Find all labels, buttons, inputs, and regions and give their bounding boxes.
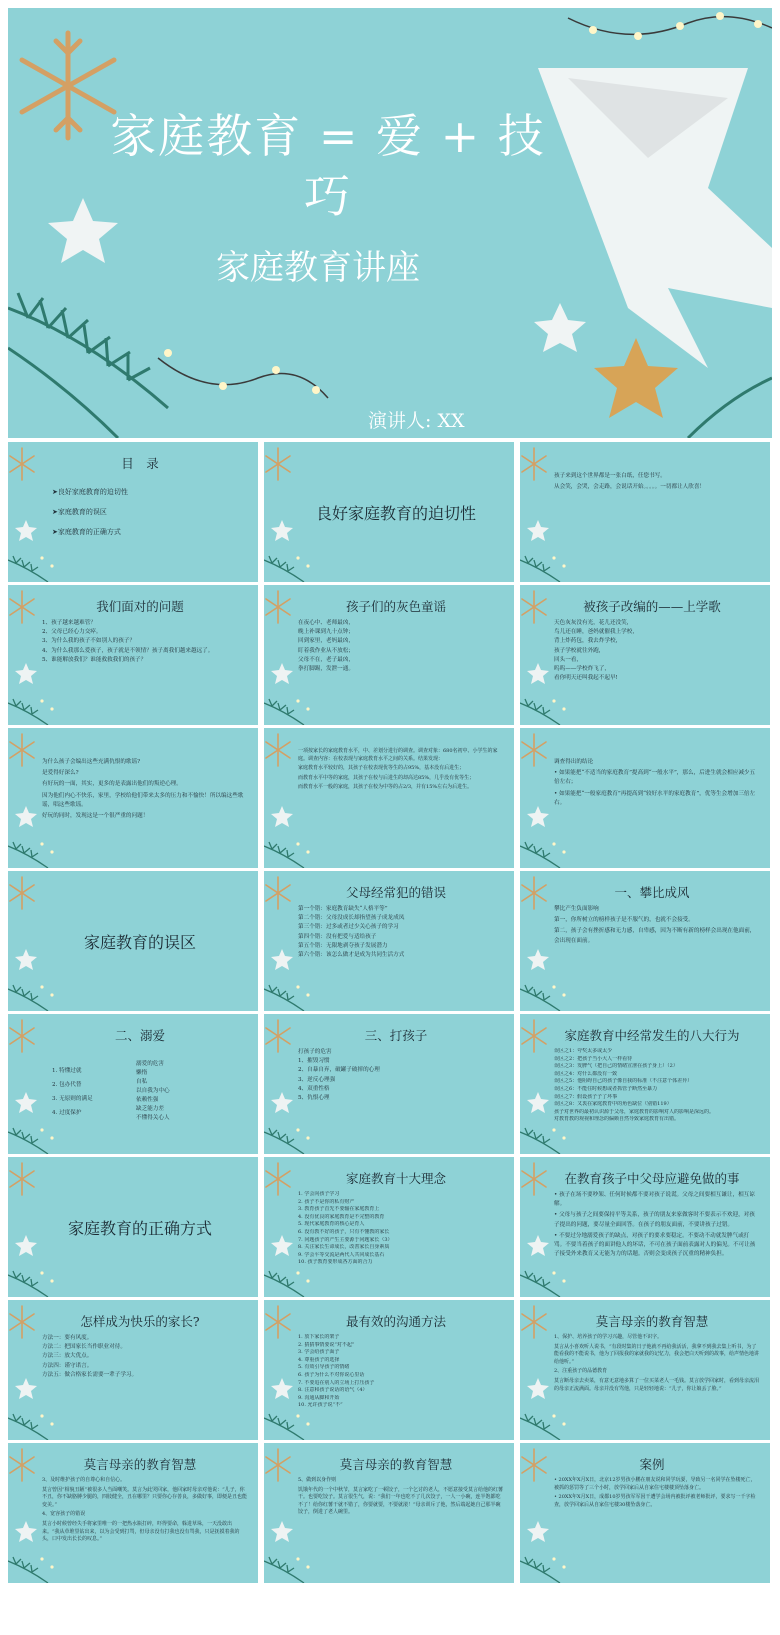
cover-presenter: 演讲人: XX: [368, 410, 465, 432]
slide-line: 2、自暴自弃，破罐子破摔的心理: [298, 1067, 380, 1074]
slide-line: 2. 猜猜事情要说“对不起”: [298, 1341, 355, 1348]
slide-title: 家庭教育十大理念: [345, 1171, 446, 1186]
slide-line: 方法五：做合格家长需要一辈子学习。: [42, 1371, 138, 1378]
slide-line: 5. 现代家庭教育的核心是育人: [298, 1221, 365, 1228]
slide-paragraph: 莫言小时候曾经失手将家里唯一的一把热水瓶打碎，吓得要命，躲进草垛，一天没敢出来。“我从草堆里钻出来，以为会受到打骂，但母亲没有打我也没有骂我，只是抚摸着我的头，口中发出长长的叹息。”: [42, 1520, 240, 1543]
slide-title: 案例: [639, 1457, 665, 1472]
slide-thumbnail[interactable]: [520, 1014, 770, 1154]
slide-line: 天色灰灰没有光，花儿还没笑，: [554, 620, 633, 626]
slide-decoration: [520, 442, 770, 582]
slide-line: 6. 没有教不好的孩子，只有不懂教的家长: [298, 1228, 390, 1235]
slide-paragraph: 3、及时维护孩子的自尊心和自信心。: [42, 1477, 126, 1483]
slide-line: 鸟儿还在睡，爸妈就催我上学校，: [554, 629, 638, 636]
slide-title: 莫言母亲的教育智慧: [595, 1314, 709, 1329]
slide-paragraph: • 如果能把“一般家庭教育”再提高到“较好水平的家庭教育”，优等生会增加三倍左右。: [554, 790, 756, 806]
slide-line: 盯着我作业从不放松；: [298, 647, 354, 654]
slide-thumbnail[interactable]: [264, 585, 514, 725]
slide-toc: [42, 482, 248, 542]
slide-body: [554, 905, 760, 948]
slide-paragraph: • 父母与孩子之间要保持平等关系，孩子的朋友来家做客时不要表示不欢迎，对孩子提出的问题，要尽量全面回答。在孩子的朋友面前，不要讲孩子过错。: [554, 1212, 755, 1228]
slide-thumbnail[interactable]: [8, 1157, 258, 1297]
slide-line: 3、为什么我的孩子不如别人的孩子？: [42, 638, 136, 645]
slide-line: 1. 学会向孩子学习: [298, 1191, 340, 1197]
slide-title: 一、攀比成风: [614, 885, 690, 900]
slide-body: [42, 619, 248, 665]
slide-line: 方法四：谨守诺言。: [42, 1362, 93, 1369]
slide-thumbnail[interactable]: [264, 1157, 514, 1297]
slide-line: 4、双重性格: [298, 1085, 330, 1092]
slide-thumbnail[interactable]: [264, 1014, 514, 1154]
slide-paragraph: 而教育水平一般的家庭，其孩子在校为中等的占2/3，并有15%左右为后进生。: [298, 784, 473, 791]
slide-body: [298, 1048, 504, 1103]
slide-line: 溺爱的危害: [136, 1061, 164, 1067]
slide-body: [554, 758, 760, 810]
slide-paragraph: 攀比产生负面影响: [554, 906, 599, 912]
slide-paragraph: 有好玩的一面，其实，更多的是表露出他们的叛逆心理。: [42, 781, 182, 788]
slide-line: 看你明天还叫我起不起早!: [554, 675, 618, 682]
slide-line: 1、摧毁习惯: [298, 1058, 330, 1065]
star-icon: [594, 338, 678, 418]
slide-body: [554, 1334, 760, 1395]
slide-paragraph: • 20XX年X月X日，北京12岁男孩小鹏在朋友说和同学玩耍，导致另一名同学在坠楼死亡，被抓的惩罚等了三个小时，放学回家后从自家住宅楼楼顶坠落身亡。: [554, 1477, 756, 1491]
slide-line: 1. 放下家长的架子: [298, 1334, 340, 1340]
slide-paragraph: • 孩子在场不要吵架、任何时候都不要对孩子说谎。父母之间要相互谦让，相互谅解。: [554, 1192, 755, 1208]
slide-line: 以自我为中心: [136, 1088, 170, 1094]
slide-line: 方法二：把国家长当作职业对待。: [42, 1344, 126, 1351]
cover-slide[interactable]: [8, 8, 772, 438]
slide-thumbnail[interactable]: [520, 585, 770, 725]
slide-title: 在教育孩子中父母应避免做的事: [564, 1171, 740, 1186]
slide-title: 我们面对的问题: [96, 599, 184, 614]
slide-title: 家庭教育中经常发生的八大行为: [564, 1028, 740, 1043]
slide-line: 缺乏能力差: [136, 1106, 164, 1112]
slide-line: 误区之3：发脾气（把自己的情绪宣泄在孩子身上）（2）: [554, 1063, 678, 1070]
slide-thumbnail[interactable]: [264, 1443, 514, 1583]
slide-line: 10. 孩子教育要形成各方面的合力: [298, 1259, 373, 1266]
slide-line: 拳打脚踢，发泄一通。: [298, 666, 354, 673]
slide-paragraph: 1、保护、培养孩子的学习兴趣，尽管他不识字。: [554, 1334, 663, 1340]
slide-thumbnail[interactable]: [8, 1443, 258, 1583]
slide-paragraph: 莫言断母亲去卖菜，有意无意地多算了一位买菜老人一毛钱。莫言放学回家时，看到母亲流泪的母亲正流满面。母亲并没有骂他，只是轻轻地说：“儿子，你让娘丢了脸。”: [554, 1377, 760, 1392]
slide-line: 方法三：放大优点。: [42, 1353, 93, 1360]
slide-line: 对教育教的观视和理念的偏颇自然导致家庭教育有出错。: [554, 1116, 680, 1123]
slide-paragraph: 一项按家长的家庭教育水平，中、差划分进行的调查。调查对象：680名初中、小学生的家庭。调查内容：在校表现与家庭教育水平之间的关系。结果发现：: [298, 748, 498, 762]
slide-paragraph: 孩子来到这个世界都是一张白纸，任您书写。: [554, 473, 666, 479]
slide-line: 第一个错：家庭教育缺失“人格平等”: [298, 906, 388, 912]
slide-line: 第六个错：该怎么做才是成为共同生活方式: [298, 952, 405, 959]
slide-title: 父母经常犯的错误: [345, 885, 446, 900]
slide-body: [298, 748, 504, 794]
slide-line: 方法一：要有风度。: [42, 1335, 93, 1341]
pine-branch-shape: [8, 293, 168, 438]
slide-line: 3. 无原则的满足: [52, 1096, 93, 1102]
slide-thumbnail[interactable]: [8, 1014, 258, 1154]
slide-line: 孩子学校就往外跑，: [554, 647, 605, 654]
slide-line: 3、逆反心理强: [298, 1076, 336, 1083]
slide-line: 回头一看，: [554, 656, 582, 663]
slide-line: 第二个错：父母没成长却指望孩子成龙成凤: [298, 915, 405, 922]
cover-title: 家庭教育 = 爱 + 技巧: [110, 109, 546, 223]
slide-thumbnail[interactable]: [8, 728, 258, 868]
slide-paragraph: 因为他们内心不快乐，家里，学校给他们带来太多的压力和不愉快！所以编这些歌谣，唱这些歌谣。: [42, 792, 244, 808]
slide-line: 9. 沟通从脚和开始: [298, 1394, 340, 1401]
slide-title: 怎样成为快乐的家长?: [80, 1314, 200, 1329]
slide-line: 误区之7：假设孩子子了坏事: [554, 1093, 618, 1100]
star-icon: [534, 303, 586, 352]
slide-body: [298, 905, 504, 960]
slide-body: [42, 1334, 248, 1380]
slide-line: 4. 没有优良的家庭教育是不完整的教育: [298, 1213, 385, 1220]
slide-line: 误区之1：夸奖太多或太少: [554, 1048, 613, 1054]
slide-line: 误区之6：不能住时候想或者抓管子断然至暴力: [554, 1085, 658, 1092]
slide-paragraph: 家庭教育水平较好的，其孩子在校表现优等生的占95%，基本没有后进生；: [298, 765, 465, 772]
slide-body: [554, 1477, 760, 1511]
slide-body: [42, 758, 248, 823]
slide-line: 4. 过度保护: [52, 1110, 82, 1116]
slide-thumbnail[interactable]: [8, 871, 258, 1011]
slide-line: 3. 学会给孩子面子: [298, 1349, 340, 1356]
slide-body: [298, 1191, 504, 1267]
slide-line: 2. 孩子不是你的私有财产: [298, 1198, 355, 1205]
slide-paragraph: 好玩的同时，发现这是一个很严重的问题！: [42, 813, 149, 820]
cover-subtitle: 家庭教育讲座: [216, 248, 420, 288]
slide-line: 第五个错：无限地剥夺孩子发展潜力: [298, 942, 388, 949]
slide-thumbnail[interactable]: [520, 1443, 770, 1583]
slide-line: 8. 关注家长生命成长，改善家长自身素质: [298, 1244, 390, 1251]
slide-line: 8. 注意和孩子说话的语气（4）: [298, 1387, 368, 1394]
slide-body: [554, 1191, 760, 1261]
slide-body: [298, 1477, 504, 1519]
slide-column-left: [52, 1064, 93, 1120]
toc-item[interactable]: ➤家庭教育的正确方式: [52, 528, 121, 536]
slide-paragraph: • 如果能把“不适当的家庭教育”提高到“一般水平”，那么，后进生就会相应减少五倍左右；: [554, 770, 756, 786]
slide-body: [42, 1477, 248, 1546]
slide-body: [554, 619, 760, 683]
slide-line: 误区之5：他阻碍自己的孩子像自我的标准（不注意个体差异）: [554, 1078, 693, 1085]
slide-paragraph: 调查得出的结论: [554, 759, 594, 765]
slide-thumbnail[interactable]: [264, 1300, 514, 1440]
slide-line: 不懂得关心人: [136, 1115, 170, 1121]
slide-title: 莫言母亲的教育智慧: [339, 1457, 453, 1472]
toc-item[interactable]: ➤家庭教育的误区: [52, 508, 107, 516]
slide-line: 2、父母已经心力交瘁。: [42, 629, 102, 636]
slide-title: 最有效的沟通方法: [345, 1314, 446, 1329]
slide-title: 被孩子改编的——上学歌: [583, 599, 721, 614]
slide-line: 父母不在，老子最凶，: [298, 656, 354, 663]
slide-line: 懒惰: [136, 1070, 148, 1076]
slide-thumbnail[interactable]: [520, 442, 770, 582]
slide-paragraph: 莫言曾因“相貌丑陋”被很多人当面嘲笑。莫言为此哭回家，他回家时母亲对他说：“儿子，你不丑，你不缺胳膊少腿的，四肢健全，丑在哪里？只要你心存善良，多做好事，即便是丑也能变美。”: [42, 1486, 248, 1508]
slide-line: 5、仇恨心理: [298, 1095, 330, 1102]
slide-line: 2. 包办代替: [52, 1082, 82, 1088]
slide-paragraph: • 20XX年X月X日，成都10岁男孩军军因干遭学会场内被批评被老师批评，要求写一千字检查，放学回家后从自家住宅楼30楼坠落身亡。: [554, 1494, 756, 1508]
slide-line: 3. 教育孩子首先不要输在家庭教育上: [298, 1206, 380, 1213]
slide-paragraph: 2、注重孩子的品德教育: [554, 1368, 608, 1375]
slide-line: 4、为什么我那么爱孩子，孩子就是不领情？孩子离我们越来越远了。: [42, 647, 214, 654]
slide-thumbnail[interactable]: [8, 1300, 258, 1440]
slide-line: 依赖性强: [136, 1097, 159, 1103]
slide-paragraph: 莫言从小喜欢听人说书，“有段时集的日子他就不再给我活活，我拿不到我去集上听书，为了能看我的不能说书，他为了回报我的家就我的记忆力，我会把白天听到的故事，给声情色地讲给他听。”: [554, 1343, 760, 1365]
slide-thumbnail[interactable]: [520, 728, 770, 868]
slide-title: 家庭教育的正确方式: [67, 1218, 212, 1238]
slide-paragraph: 从会笑，会哭，会走路，会说话开始。。。。。一切都让人欣喜！: [554, 484, 706, 491]
slide-line: 5. 有效引导孩子的情绪: [298, 1364, 350, 1371]
slide-line: 误区之8：又衷在家庭教育中的角色缺位（别错119）: [554, 1101, 672, 1108]
toc-item[interactable]: ➤良好家庭教育的迫切性: [52, 488, 128, 496]
slide-thumbnail[interactable]: [8, 442, 258, 582]
slide-title: 三、打孩子: [364, 1028, 428, 1043]
slide-paragraph: 为什么孩子会编出这些充满仇恨的歌谣?: [42, 759, 141, 765]
slide-title: 家庭教育的误区: [83, 932, 196, 952]
slide-body: [298, 1334, 504, 1410]
slide-paragraph: 第二，孩子会有挫折感和无力感，自卑感，因为不断有新的榜样会出现在他面前，会出现在面前。: [554, 928, 756, 944]
slide-title: 孩子们的灰色童谣: [345, 599, 446, 614]
slide-body: [554, 472, 760, 494]
slide-body: [554, 1048, 760, 1124]
slide-thumbnail[interactable]: [520, 1300, 770, 1440]
slide-line: 1、孩子越来越难管？: [42, 620, 96, 626]
slide-title: 莫言母亲的教育智慧: [83, 1457, 197, 1472]
slide-line: 误区之2：把孩子当小大人一样看待: [554, 1055, 633, 1062]
slide-line: 第三个错：过多或者过少关心孩子的学习: [298, 924, 399, 931]
slide-paragraph: 饥饿年代的一个中秋节，莫言家吃了一顿饺子，一个乞讨的老人，不愿意接受莫言给他的红薯干。也要吃饺子。莫言很生气，说：“我们一年也吃不了几次饺子，一人一小碗，连半饱都吃不了！给你红薯干就不错了，你要就要，不要就滚！”母亲训斥了他，然后端起她自己那半碗饺子，倒进了老人碗里。: [298, 1486, 504, 1516]
slide-line: 9. 学会平等交流是两代人共同成长基石: [298, 1251, 385, 1258]
slide-thumbnail[interactable]: [264, 728, 514, 868]
slide-paragraph: 5、做到以身作则: [298, 1477, 337, 1483]
slide-line: 回到家里，老妈最凶，: [298, 638, 354, 645]
slide-line: 10. 允许孩子说“不”: [298, 1402, 343, 1409]
slide-thumbnail[interactable]: [264, 442, 514, 582]
slide-title: 良好家庭教育的迫切性: [315, 503, 476, 523]
slide-column-right: [136, 1060, 170, 1123]
slide-line: 晚上补课到九十点钟；: [298, 629, 354, 636]
slide-paragraph: • 不要过分地溺爱孩子的缺点，对孩子的要求要稳定。不要动不动就发脾气或打骂。不要当着孩子的面讲他人的坏话，不可在孩子面前表露对人的偏见。不可让孩子接受外来教育又无能为力的话题。否则会变成孩子沉重的精神负担。: [554, 1232, 756, 1258]
slide-line: 打孩子的危害: [298, 1049, 332, 1055]
slide-line: 5、谁能解放我们？谁能救救我们的孩子？: [42, 656, 147, 663]
slide-line: 自私: [136, 1079, 148, 1085]
slide-line: 在夜心中、老师最凶，: [298, 620, 354, 626]
slide-paragraph: 第一，你所树立的榜样孩子是不服气的，也就不会接受。: [554, 917, 694, 924]
slide-line: 误区之4：对什么都没有一致: [554, 1070, 618, 1077]
slide-thumbnail[interactable]: [520, 871, 770, 1011]
slide-title: 二、溺爱: [114, 1028, 165, 1043]
slide-line: 7. 问题孩子的产生主要源于问题家长（3）: [298, 1236, 393, 1243]
slide-paragraph: 4、宽容孩子的错误: [42, 1511, 86, 1518]
slide-line: 7. 不要追在别人的立场上打压孩子: [298, 1379, 375, 1386]
slide-body: [298, 619, 504, 674]
slide-line: 呜呜——学校炸飞了，: [554, 666, 610, 673]
slide-line: 1. 特懂过就: [52, 1068, 82, 1074]
slide-line: 背上炸药包，我去炸学校，: [554, 638, 622, 645]
slide-thumbnail[interactable]: [8, 585, 258, 725]
slide-thumbnail[interactable]: [520, 1157, 770, 1297]
slide-line: 孩子对世界的最初认识源于父母，家庭教育的影响对人的影响是深远的。: [554, 1108, 715, 1115]
slide-paragraph: 而教育水平中等的家庭，其孩子在校与后进生的却高达85%，几乎没有优等生；: [298, 774, 475, 781]
slide-line: 第四个错：没有把爱与适给孩子: [298, 933, 377, 940]
slide-thumbnail[interactable]: [264, 871, 514, 1011]
slide-line: 6. 孩子为什么不对你说心里话: [298, 1371, 365, 1378]
slide-paragraph: 是爱得好深么?: [42, 770, 79, 777]
slide-title: 目 录: [121, 456, 159, 471]
slide-line: 4. 尊重孩子的选择: [298, 1356, 340, 1363]
